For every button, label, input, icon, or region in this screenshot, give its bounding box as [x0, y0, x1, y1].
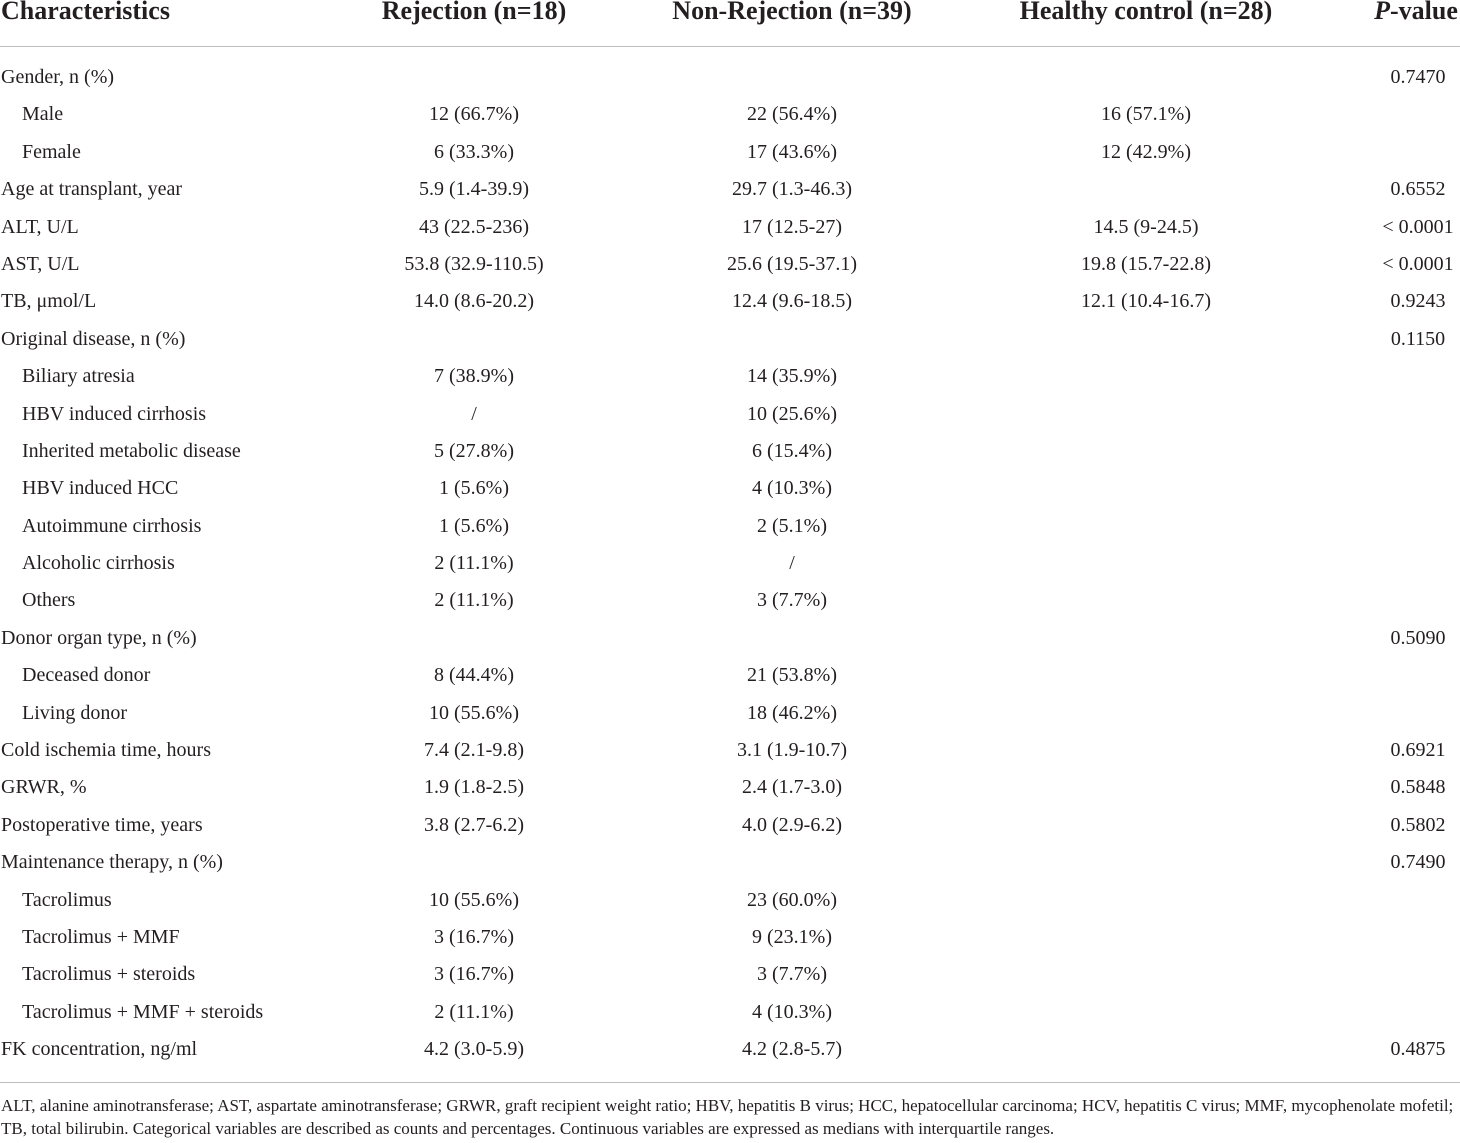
table-footnote: ALT, alanine aminotransferase; AST, aspartate aminotransferase; GRWR, graft recipient weight ratio; HBV, hepatitis B virus; HCC, hepatocellular carcinoma; HCV, hepatitis C virus; MMF, mycophenolate mofetil; TB, total bilirubin. Categorical variables are described as counts and percentages. Continuous variables are expressed as medians with interquartile ranges.: [1, 1096, 1454, 1138]
cell-non-rejection: 3 (7.7%): [757, 963, 827, 986]
cell-healthy-control: 16 (57.1%): [1101, 103, 1191, 126]
cell-characteristic: Age at transplant, year: [1, 178, 183, 201]
cell-non-rejection: 22 (56.4%): [747, 103, 837, 126]
table-row: [0, 657, 1460, 694]
header-non-rejection: Non-Rejection (n=39): [672, 0, 912, 25]
table-row: [0, 769, 1460, 806]
cell-non-rejection: 17 (43.6%): [747, 140, 837, 163]
cell-rejection: 8 (44.4%): [434, 664, 514, 687]
table-row: [0, 807, 1460, 844]
cell-p-value: 0.5090: [1390, 626, 1446, 649]
header-p-value: [1374, 0, 1458, 28]
cell-rejection: 2 (11.1%): [434, 552, 514, 575]
table-row: [0, 171, 1460, 208]
cell-rejection: 12 (66.7%): [429, 103, 519, 126]
cell-rejection: 10 (55.6%): [429, 701, 519, 724]
cell-characteristic: AST, U/L: [1, 252, 80, 275]
table-row: [0, 134, 1460, 171]
cell-characteristic: Autoimmune cirrhosis: [22, 514, 202, 537]
table-row: [0, 283, 1460, 320]
table-row: [0, 358, 1460, 395]
cell-characteristic: Tacrolimus + MMF + steroids: [22, 1000, 264, 1023]
cell-rejection: 1 (5.6%): [439, 477, 509, 500]
cell-p-value: 0.1150: [1390, 327, 1446, 350]
table-row: [0, 396, 1460, 433]
table-bottom-rule: [0, 1082, 1460, 1083]
table-row: [0, 321, 1460, 358]
table-row: [0, 1031, 1460, 1068]
cell-characteristic: Donor organ type, n (%): [1, 626, 197, 649]
cell-characteristic: Others: [22, 589, 76, 612]
cell-p-value: 0.5802: [1390, 813, 1446, 836]
cell-characteristic: Living donor: [22, 701, 127, 724]
cell-rejection: 3 (16.7%): [434, 963, 514, 986]
cell-non-rejection: 18 (46.2%): [747, 701, 837, 724]
table-row: [0, 956, 1460, 993]
cell-characteristic: Tacrolimus + MMF: [22, 925, 180, 948]
cell-healthy-control: 19.8 (15.7-22.8): [1081, 252, 1211, 275]
cell-healthy-control: 14.5 (9-24.5): [1093, 215, 1199, 238]
cell-rejection: 5 (27.8%): [434, 439, 514, 462]
cell-rejection: 1.9 (1.8-2.5): [424, 776, 524, 799]
table-row: [0, 582, 1460, 619]
cell-rejection: 7.4 (2.1-9.8): [424, 739, 524, 762]
table-body: [0, 59, 1460, 1069]
cell-p-value: < 0.0001: [1382, 215, 1454, 238]
table-row: [0, 994, 1460, 1031]
header-characteristics: Characteristics: [1, 0, 170, 25]
cell-characteristic: Alcoholic cirrhosis: [22, 552, 175, 575]
cell-p-value: 0.4875: [1390, 1038, 1446, 1061]
header-rejection: Rejection (n=18): [381, 0, 567, 25]
table-row: [0, 882, 1460, 919]
table-row: [0, 433, 1460, 470]
cell-rejection: 3 (16.7%): [434, 925, 514, 948]
table-row: [0, 470, 1460, 507]
cell-rejection: /: [471, 402, 477, 425]
cell-p-value: 0.7470: [1390, 66, 1446, 88]
table-row: [0, 59, 1460, 96]
cell-p-value: 0.9243: [1390, 290, 1446, 313]
cell-characteristic: Original disease, n (%): [1, 327, 186, 350]
cell-non-rejection: 2 (5.1%): [757, 514, 827, 537]
cell-characteristic: Tacrolimus: [22, 888, 112, 911]
cell-non-rejection: /: [789, 552, 795, 575]
table-row: [0, 844, 1460, 881]
cell-rejection: 1 (5.6%): [439, 514, 509, 537]
cell-characteristic: TB, μmol/L: [1, 290, 97, 313]
cell-non-rejection: 23 (60.0%): [747, 888, 837, 911]
table-row: [0, 96, 1460, 133]
cell-non-rejection: 2.4 (1.7-3.0): [742, 776, 842, 799]
cell-non-rejection: 25.6 (19.5-37.1): [727, 252, 857, 275]
cell-rejection: 14.0 (8.6-20.2): [414, 290, 534, 313]
table-row: [0, 209, 1460, 246]
cell-characteristic: Male: [22, 103, 64, 126]
cell-rejection: 7 (38.9%): [434, 365, 514, 388]
table-row: [0, 732, 1460, 769]
table-row: [0, 620, 1460, 657]
cell-non-rejection: 3.1 (1.9-10.7): [737, 739, 847, 762]
cell-characteristic: Biliary atresia: [22, 365, 135, 388]
cell-healthy-control: 12 (42.9%): [1101, 140, 1191, 163]
cell-non-rejection: 17 (12.5-27): [742, 215, 842, 238]
cell-characteristic: Tacrolimus + steroids: [22, 963, 196, 986]
cell-non-rejection: 21 (53.8%): [747, 664, 837, 687]
cell-characteristic: ALT, U/L: [1, 215, 79, 238]
table-header: [0, 0, 1460, 47]
cell-rejection: 2 (11.1%): [434, 589, 514, 612]
cell-characteristic: GRWR, %: [1, 776, 87, 799]
cell-p-value: 0.6921: [1390, 739, 1446, 762]
cell-non-rejection: 4.0 (2.9-6.2): [742, 813, 842, 836]
header-p-rest: -value: [1390, 0, 1458, 25]
cell-rejection: 53.8 (32.9-110.5): [404, 252, 544, 275]
table-row: [0, 246, 1460, 283]
cell-healthy-control: 12.1 (10.4-16.7): [1081, 290, 1211, 313]
cell-non-rejection: 6 (15.4%): [752, 439, 832, 462]
cell-characteristic: Gender, n (%): [1, 66, 115, 88]
cell-p-value: 0.6552: [1390, 178, 1446, 201]
cell-characteristic: Cold ischemia time, hours: [1, 739, 211, 762]
cell-non-rejection: 9 (23.1%): [752, 925, 832, 948]
cell-characteristic: Postoperative time, years: [1, 813, 203, 836]
cell-non-rejection: 4 (10.3%): [752, 1000, 832, 1023]
cell-rejection: 4.2 (3.0-5.9): [424, 1038, 524, 1061]
cell-characteristic: Female: [22, 140, 81, 163]
cell-non-rejection: 4.2 (2.8-5.7): [742, 1038, 842, 1061]
cell-rejection: 5.9 (1.4-39.9): [419, 178, 529, 201]
cell-non-rejection: 14 (35.9%): [747, 365, 837, 388]
header-healthy-control: Healthy control (n=28): [1019, 0, 1273, 25]
cell-characteristic: HBV induced HCC: [22, 477, 179, 500]
header-p-italic: P: [1374, 0, 1390, 25]
cell-rejection: 10 (55.6%): [429, 888, 519, 911]
table-row: [0, 545, 1460, 582]
cell-p-value: 0.7490: [1390, 851, 1446, 874]
cell-non-rejection: 4 (10.3%): [752, 477, 832, 500]
cell-rejection: 43 (22.5-236): [419, 215, 529, 238]
cell-characteristic: Maintenance therapy, n (%): [1, 851, 223, 874]
cell-rejection: 6 (33.3%): [434, 140, 514, 163]
cell-non-rejection: 10 (25.6%): [747, 402, 837, 425]
cell-non-rejection: 3 (7.7%): [757, 589, 827, 612]
cell-characteristic: FK concentration, ng/ml: [1, 1038, 198, 1061]
cell-characteristic: HBV induced cirrhosis: [22, 402, 207, 425]
cell-non-rejection: 12.4 (9.6-18.5): [732, 290, 852, 313]
table-row: [0, 508, 1460, 545]
cell-characteristic: Deceased donor: [22, 664, 151, 687]
cell-characteristic: Inherited metabolic disease: [22, 439, 241, 462]
cell-rejection: 3.8 (2.7-6.2): [424, 813, 524, 836]
cell-rejection: 2 (11.1%): [434, 1000, 514, 1023]
table-row: [0, 919, 1460, 956]
cell-p-value: < 0.0001: [1382, 252, 1454, 275]
cell-non-rejection: 29.7 (1.3-46.3): [732, 178, 852, 201]
cell-p-value: 0.5848: [1390, 776, 1446, 799]
table-row: [0, 695, 1460, 732]
